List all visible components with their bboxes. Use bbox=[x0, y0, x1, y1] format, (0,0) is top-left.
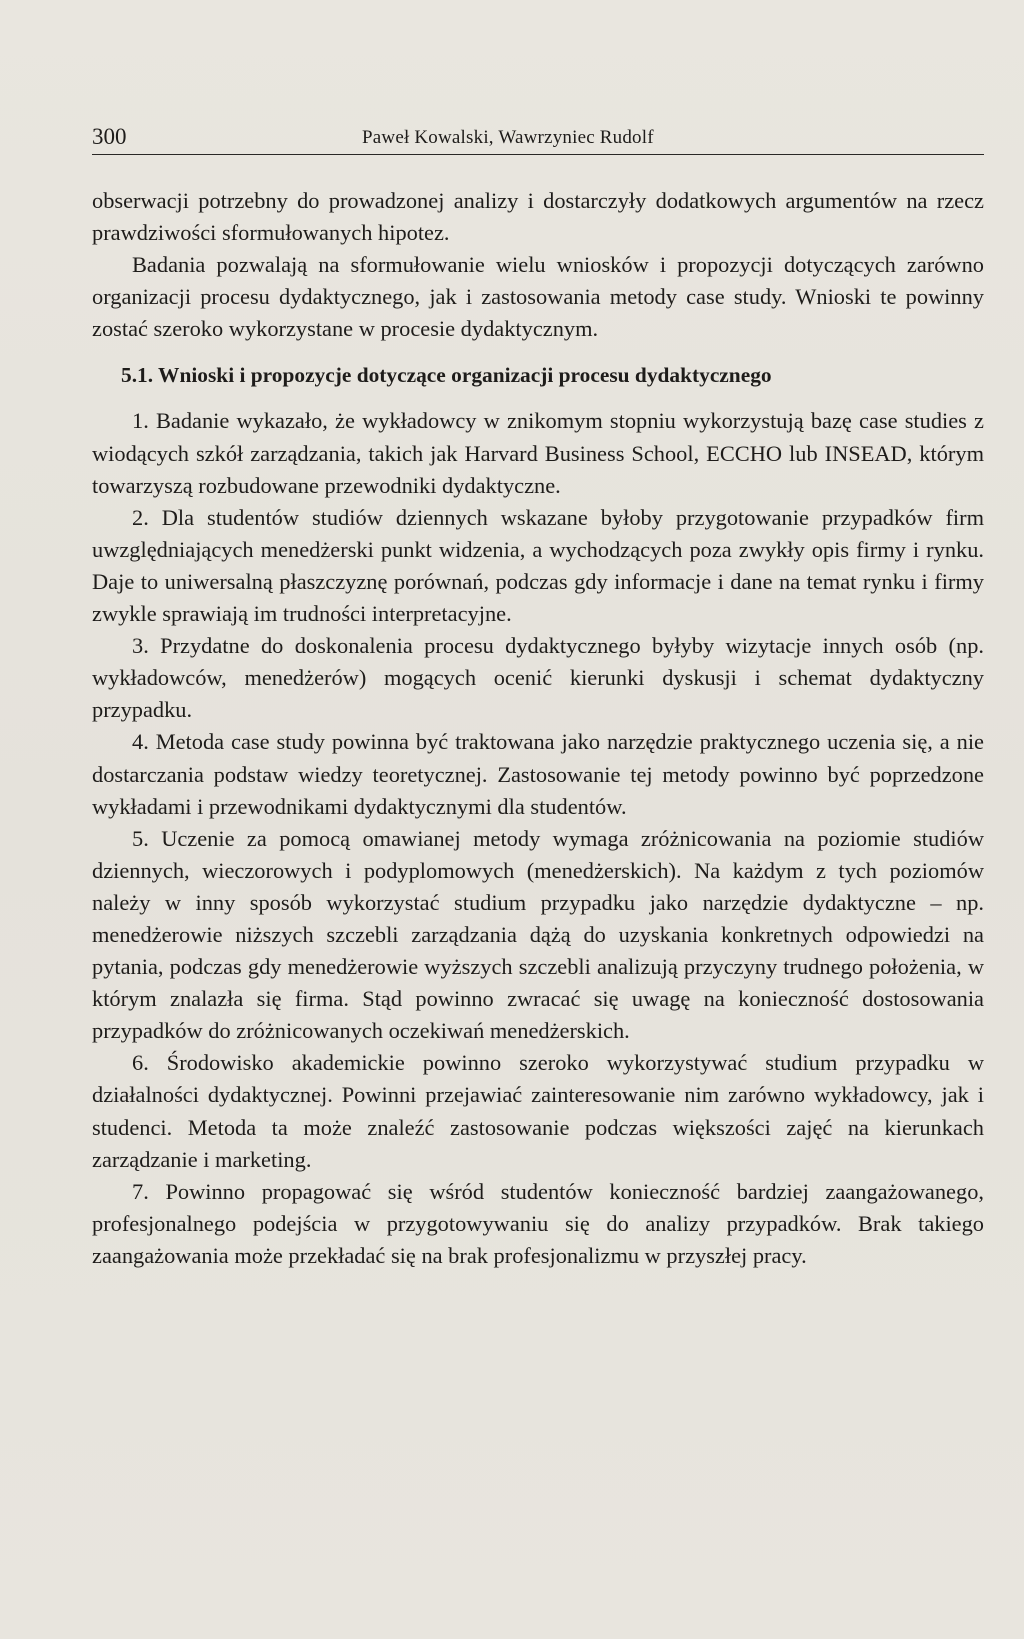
conclusion-item-1: 1. Badanie wykazało, że wykładowcy w znikomym stopniu wykorzystują bazę case studies z wiodących szkół zarządzania, takich jak Harvard Business School, ECCHO lub INSEAD, którym towarzyszą rozbudowane przewodniki dydaktyczne. bbox=[92, 408, 984, 498]
page-number: 300 bbox=[92, 124, 127, 149]
section-heading: 5.1. Wnioski i propozycje dotyczące organizacji procesu dydaktycznego bbox=[121, 363, 772, 388]
conclusion-item-6: 6. Środowisko akademickie powinno szeroko wykorzystywać studium przypadku w działalności dydaktycznej. Powinni przejawiać zainteresowanie nim zarówno wykładowcy, jak i studenci. Metoda ta może znaleźć zastosowanie podczas większości zajęć na kierunkach zarządzanie i marketing. bbox=[92, 1050, 984, 1172]
conclusion-item-7: 7. Powinno propagować się wśród studentów konieczność bardziej zaangażowanego, profesjonalnego podejścia w przygotowywaniu się do analizy przypadków. Brak takiego zaangażowania może przekładać się na brak profesjonalizmu w przyszłej pracy. bbox=[92, 1178, 984, 1268]
running-title: Paweł Kowalski, Wawrzyniec Rudolf bbox=[362, 127, 654, 148]
intro-paragraph: obserwacji potrzebny do prowadzonej analizy i dostarczyły dodatkowych argumentów na rzecz prawdziwości sformułowanych hipotez. bbox=[92, 188, 984, 246]
intro-paragraph-2: Badania pozwalają na sformułowanie wielu wniosków i propozycji dotyczących zarówno organizacji procesu dydaktycznego, jak i zastosowania metody case study. Wnioski te powinny zostać szeroko wykorzystane w procesie dydaktycznym. bbox=[92, 252, 984, 342]
body-text bbox=[92, 185, 984, 1272]
running-head bbox=[92, 124, 984, 155]
conclusion-item-5: 5. Uczenie za pomocą omawianej metody wymaga zróżnicowania na poziomie studiów dziennych, wieczorowych i podyplomowych (menedżerskich). Na każdym z tych poziomów należy w inny sposób wykorzystać studium przypadku jako narzędzie dydaktyczne – np. menedżerowie niższych szczebli zarządzania dążą do uzyskania konkretnych odpowiedzi na pytania, podczas gdy menedżerowie wyższych szczebli analizują przyczyny trudnego położenia, w którym znalazła się firma. Stąd powinno zwracać się uwagę na konieczność dostosowania przypadków do zróżnicowanych oczekiwań menedżerskich. bbox=[92, 825, 984, 1044]
conclusion-item-4: 4. Metoda case study powinna być traktowana jako narzędzie praktycznego uczenia się, a nie dostarczania podstaw wiedzy teoretycznej. Zastosowanie tej metody powinno być poprzedzone wykładami i przewodnikami dydaktycznymi dla studentów. bbox=[92, 729, 984, 819]
conclusion-item-3: 3. Przydatne do doskonalenia procesu dydaktycznego byłyby wizytacje innych osób (np. wykładowców, menedżerów) mogących ocenić kierunki dyskusji i schemat dydaktyczny przypadku. bbox=[92, 633, 984, 723]
conclusion-item-2: 2. Dla studentów studiów dziennych wskazane byłoby przygotowanie przypadków firm uwzględniających menedżerski punkt widzenia, a wychodzących poza zwykły opis firmy i rynku. Daje to uniwersalną płaszczyznę porównań, podczas gdy informacje i dane na temat rynku i firmy zwykle sprawiają im trudności interpretacyjne. bbox=[92, 504, 984, 627]
